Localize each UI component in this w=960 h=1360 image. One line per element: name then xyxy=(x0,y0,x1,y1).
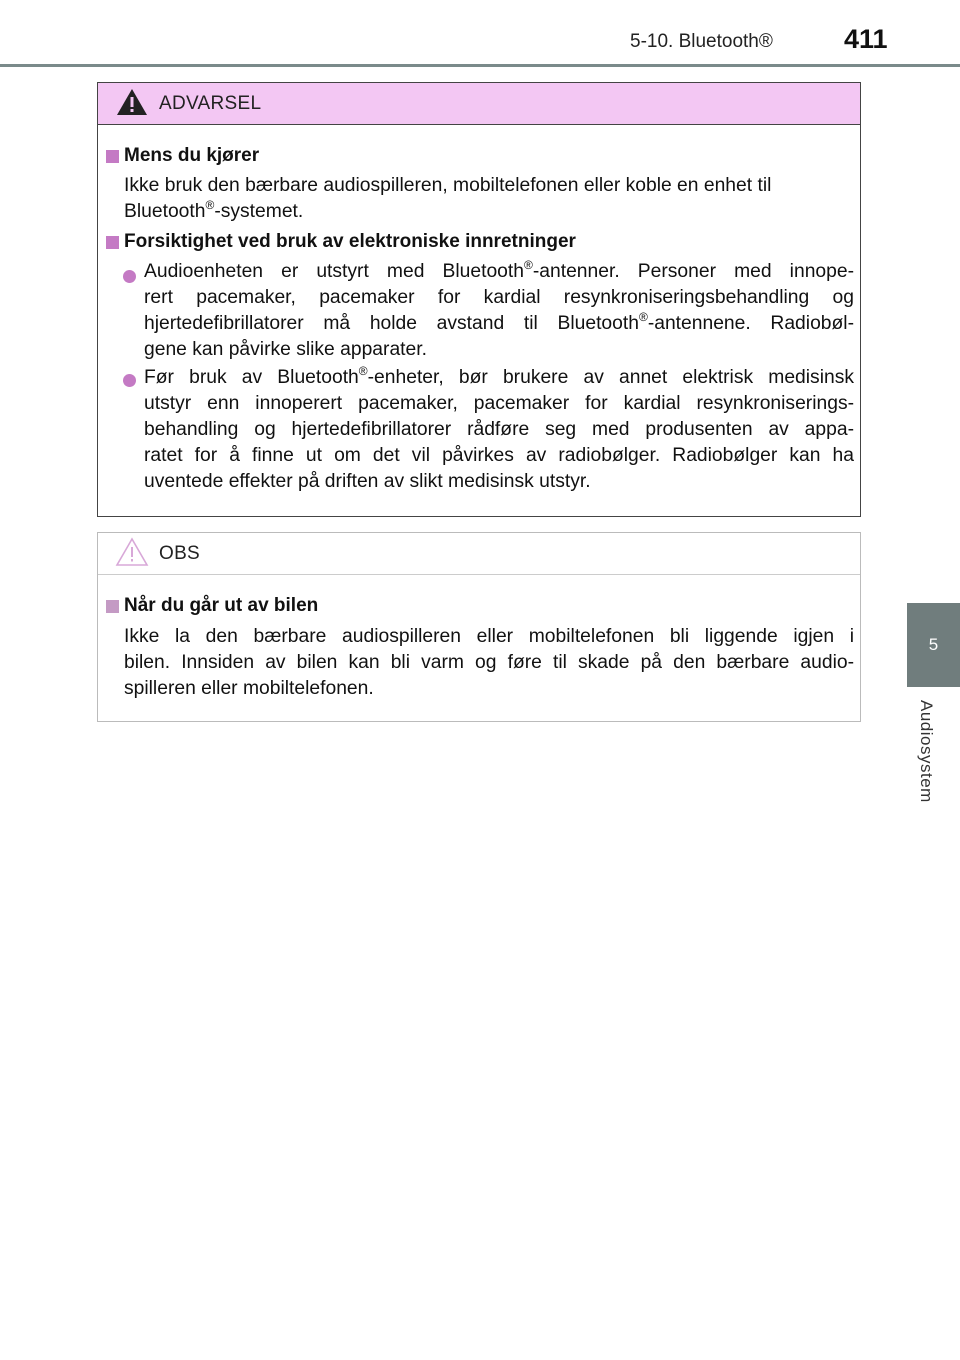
chapter-label: Audiosystem xyxy=(917,700,936,803)
warning-box-header xyxy=(98,83,860,125)
caution-triangle-icon xyxy=(115,537,149,572)
section-header-title: 5-10. Bluetooth® xyxy=(630,31,773,52)
notice-box xyxy=(97,532,861,722)
notice-label: OBS xyxy=(159,543,201,564)
warning-triangle-icon xyxy=(115,87,149,122)
square-bullet-icon xyxy=(106,236,119,249)
warning-bullet-medical-devices: Før bruk av Bluetooth®-enheter, bør brukere av annet elektrisk medisinsk utstyr enn innoperert pacemaker, pacemaker for kardial resynkroniserings- behandling og hjertedefibrillatorer rådføre seg med produsenten av appa- ratet for å finne ut om det vil påvirkes av radiobølger. Radiobølger kan ha uventede effekter på driften av slikt medisinsk utstyr. xyxy=(144,363,854,492)
chapter-number: 5 xyxy=(928,635,939,654)
notice-box-header xyxy=(98,533,860,575)
round-bullet-icon xyxy=(123,270,136,283)
warning-box xyxy=(97,82,861,517)
warning-driving-text: Ikke bruk den bærbare audiospilleren, mobiltelefonen eller koble en enhet til Bluetooth®-systemet. xyxy=(124,175,772,222)
square-bullet-icon xyxy=(106,600,119,613)
chapter-tab xyxy=(907,603,960,687)
notice-text: Ikke la den bærbare audiospilleren eller mobiltelefonen bli liggende igjen i bilen. Innsiden av bilen kan bli varm og føre til skade på den bærbare audio- spilleren eller mobiltelefonen. xyxy=(124,626,854,699)
warning-bullet-pacemaker: Audioenheten er utstyrt med Bluetooth®-antenner. Personer med innope- rert pacemaker, pacemaker for kardial resynkroniseringsbehandling og hjertedefibrillatorer må holde avstand til Bluetooth®-antennene. Radiobøl- gene kan påvirke slike apparater. xyxy=(144,257,855,360)
notice-section-title: Når du går ut av bilen xyxy=(106,595,318,617)
warning-section-electronics-title: Forsiktighet ved bruk av elektroniske innretninger xyxy=(106,231,576,253)
square-bullet-icon xyxy=(106,150,119,163)
header-divider xyxy=(0,64,960,67)
page-number: 411 xyxy=(844,24,888,54)
round-bullet-icon xyxy=(123,374,136,387)
warning-section-driving-title: Mens du kjører xyxy=(106,145,259,167)
warning-label: ADVARSEL xyxy=(159,93,262,114)
